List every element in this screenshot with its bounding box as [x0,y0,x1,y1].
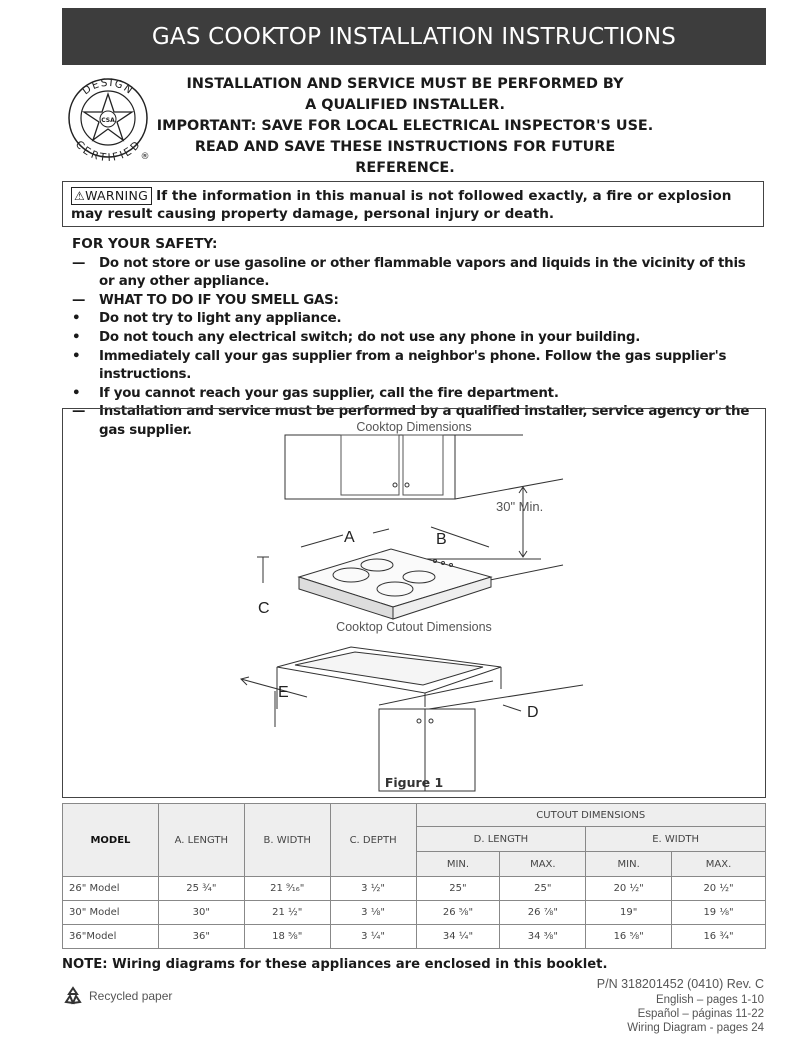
min-height-label: 30" Min. [496,499,544,514]
header-b-width: B. WIDTH [244,804,330,877]
table-cell: 20 ½" [586,877,672,901]
list-marker: — [72,255,86,271]
table-header-row [63,804,766,827]
figure-caption: Figure 1 [384,775,444,790]
table-cell: 16 ¾" [672,925,766,949]
install-line: IMPORTANT: SAVE FOR LOCAL ELECTRICAL INSPECTOR'S USE. [156,118,654,134]
page-range: Wiring Diagram - pages 24 [627,1022,764,1034]
dimension-d-label: D [527,704,539,721]
table-cell: 30" [158,901,244,925]
list-marker: • [72,329,81,345]
list-marker: — [72,292,86,308]
table-cell: 26 ⅞" [500,901,586,925]
cooktop-diagram [63,409,765,797]
warning-label [71,187,152,205]
seal-center-text: CSA [101,117,115,124]
part-number: P/N 318201452 (0410) Rev. C [596,977,764,991]
list-marker: — [72,404,86,420]
dimensions-table [62,803,766,949]
svg-text:CERTIFIED [73,139,143,164]
header-a-length: A. LENGTH [158,804,244,877]
list-marker: • [72,348,81,364]
warning-label-text: WARNING [85,188,149,203]
table-row [63,901,766,925]
table-cell: 19" [586,901,672,925]
warning-text: If the information in this manual is not followed exactly, a fire or explosion may result causing property damage, personal injury or death. [71,188,732,222]
table-cell: 34 ¼" [416,925,500,949]
table-cell: 3 ⅛" [330,901,416,925]
list-text: Do not try to light any appliance. [99,311,342,327]
dimension-c-label: C [258,600,270,617]
page-title-banner [62,8,766,65]
table-cell: 19 ⅛" [672,901,766,925]
design-certified-seal [66,76,154,164]
installation-notice [150,74,660,179]
list-item [72,310,762,329]
warning-box [62,181,764,227]
header-cutout-dimensions: CUTOUT DIMENSIONS [416,804,765,827]
list-marker: • [72,385,81,401]
header-max: MAX. [500,852,586,877]
header-min: MIN. [416,852,500,877]
table-cell: 26 ⅝" [416,901,500,925]
list-text: Do not touch any electrical switch; do not use any phone in your building. [99,329,641,345]
table-cell: 16 ⅝" [586,925,672,949]
list-text: Installation and service must be performed by a qualified installer, service agency or the gas supplier. [99,404,750,438]
table-cell: 25" [500,877,586,901]
list-item [72,255,762,292]
list-marker: • [72,311,81,327]
list-text: If you cannot reach your gas supplier, call the fire department. [99,385,559,401]
cooktop-dimensions-title: Cooktop Dimensions [356,420,472,434]
dimension-b-label: B [436,531,447,548]
safety-heading: FOR YOUR SAFETY: [72,236,218,252]
table-cell: 34 ⅜" [500,925,586,949]
warning-triangle-icon: ⚠ [74,189,86,203]
table-cell: 3 ¼" [330,925,416,949]
cutout-dimensions-title: Cooktop Cutout Dimensions [336,620,492,634]
header-model: MODEL [63,804,159,877]
recycled-paper-text: Recycled paper [89,989,173,1003]
install-line: A QUALIFIED INSTALLER. [305,97,505,113]
part-number-block [597,977,764,1035]
table-cell: 18 ⅝" [244,925,330,949]
list-item [72,329,762,348]
table-cell: 30" Model [63,901,159,925]
list-text: Immediately call your gas supplier from a neighbor's phone. Follow the gas supplier's instructions. [99,348,727,383]
table-cell: 3 ½" [330,877,416,901]
seal-bottom-text: CERTIFIED [72,138,144,164]
header-e-width: E. WIDTH [586,827,766,852]
recycle-icon [62,985,84,1007]
table-cell: 25" [416,877,500,901]
table-cell: 21 ⁹⁄₁₆" [244,877,330,901]
table-cell: 36" [158,925,244,949]
table-cell: 21 ½" [244,901,330,925]
table-cell: 36"Model [63,925,159,949]
wiring-note: NOTE: Wiring diagrams for these appliances are enclosed in this booklet. [62,957,608,972]
list-item [72,292,762,311]
page-range: English – pages 1-10 [655,994,764,1006]
list-text: Do not store or use gasoline or other flammable vapors and liquids in the vicinity of this or any other appliance. [99,255,746,290]
install-line: READ AND SAVE THESE INSTRUCTIONS FOR FUTURE REFERENCE. [194,139,616,176]
list-item [72,348,762,385]
page-title: GAS COOKTOP INSTALLATION INSTRUCTIONS [151,23,677,50]
header-max: MAX. [672,852,766,877]
dimension-a-label: A [344,529,355,546]
table-cell: 20 ½" [672,877,766,901]
header-c-depth: C. DEPTH [330,804,416,877]
dimension-e-label: E [278,684,289,701]
list-item [72,385,762,404]
recycled-paper [62,985,172,1007]
install-line: INSTALLATION AND SERVICE MUST BE PERFORMED BY [186,76,624,92]
page-range: Español – páginas 11-22 [637,1008,764,1020]
header-min: MIN. [586,852,672,877]
seal-top-text: DESIGN [80,76,136,98]
list-text: WHAT TO DO IF YOU SMELL GAS: [99,292,339,308]
table-row [63,925,766,949]
header-d-length: D. LENGTH [416,827,586,852]
table-cell: 26" Model [63,877,159,901]
seal-registered-mark: ® [140,152,150,162]
figure-box [62,408,766,798]
table-row [63,877,766,901]
table-cell: 25 ¾" [158,877,244,901]
